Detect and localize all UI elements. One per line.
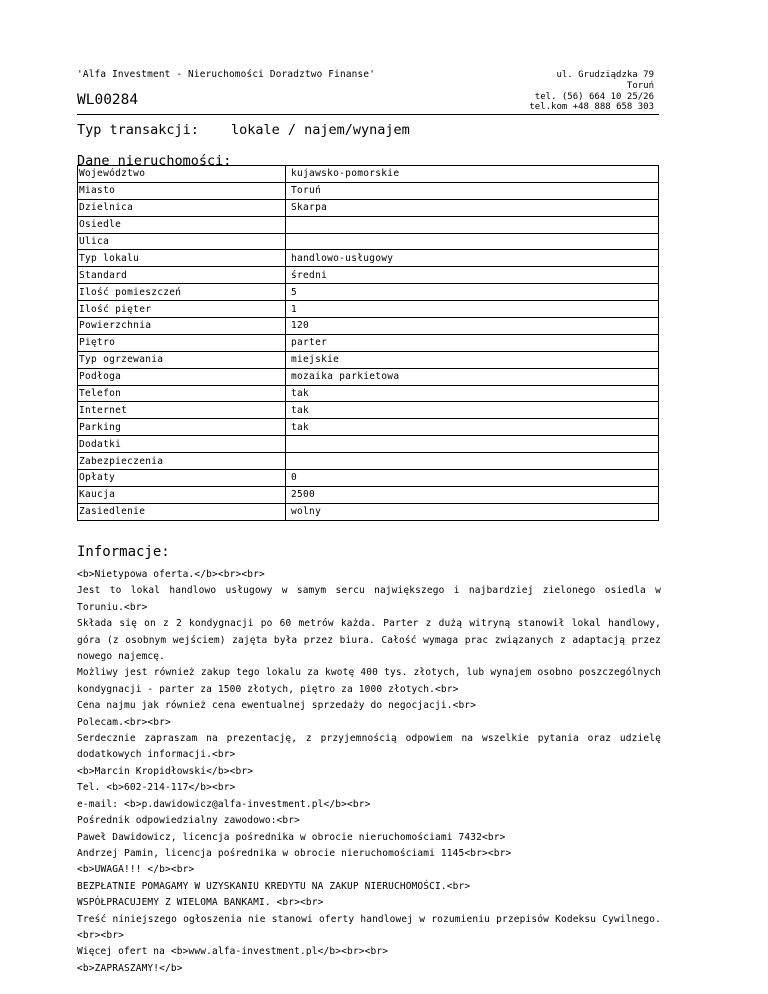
property-value — [286, 436, 659, 453]
property-value: 0 — [286, 470, 659, 487]
table-row — [78, 267, 659, 284]
table-row — [78, 250, 659, 267]
property-value — [286, 453, 659, 470]
property-label: Zabezpieczenia — [78, 453, 286, 470]
table-row — [78, 301, 659, 318]
info-paragraph: <b>Nietypowa oferta.</b><br><br> — [77, 569, 265, 580]
transaction-value: lokale / najem/wynajem — [231, 122, 410, 138]
property-value: 2500 — [286, 486, 659, 503]
info-text — [77, 567, 661, 977]
table-row — [78, 166, 659, 183]
address-street: ul. Grudziądzka 79 — [556, 70, 654, 80]
address-mobile: tel.kom +48 888 658 303 — [529, 102, 654, 113]
info-paragraph: Treść niniejszego ogłoszenia nie stanowi oferty handlowej w rozumieniu przepisów Kodeksu Cywilnego.<br><br> — [77, 913, 661, 941]
table-row — [78, 284, 659, 301]
property-value: miejskie — [286, 351, 659, 368]
property-section-title: Dane nieruchomości: — [77, 153, 232, 169]
info-paragraph: <b>ZAPRASZAMY!</b> — [77, 962, 183, 974]
header — [77, 66, 659, 115]
property-value: kujawsko-pomorskie — [286, 166, 659, 183]
property-value: średni — [286, 267, 659, 284]
company-address — [529, 70, 654, 113]
document — [77, 66, 661, 974]
property-label: Telefon — [78, 385, 286, 402]
table-row — [78, 351, 659, 368]
info-paragraph: WSPÓŁPRACUJEMY Z WIELOMA BANKAMI. <br><br> — [77, 897, 324, 909]
transaction-type — [77, 122, 410, 138]
property-label: Kaucja — [78, 486, 286, 503]
table-row — [78, 182, 659, 199]
property-value — [286, 216, 659, 233]
property-label: Ulica — [78, 233, 286, 250]
info-paragraph: BEZPŁATNIE POMAGAMY W UZYSKANIU KREDYTU NA ZAKUP NIERUCHOMOŚCI.<br> — [77, 880, 471, 892]
info-section-title: Informacje: — [77, 544, 170, 560]
property-value: 1 — [286, 301, 659, 318]
info-paragraph: Jest to lokal handlowo usługowy w samym sercu największego i najbardziej zielonego osiedla w Toruniu.<br> — [77, 585, 661, 613]
property-value — [286, 233, 659, 250]
info-paragraph: Składa się on z 2 kondygnacji po 60 metrów każda. Parter z dużą witryną stanowił lokal handlowy, góra (z osobnym wejściem) zajęta była przez biura. Całość wymaga prac związanych z adaptacją przez nowego najemcę. — [77, 618, 661, 663]
table-row — [78, 385, 659, 402]
property-value: Skarpa — [286, 199, 659, 216]
table-row — [78, 368, 659, 385]
table-row — [78, 233, 659, 250]
info-paragraph: Polecam.<br><br> — [77, 716, 171, 728]
table-row — [78, 216, 659, 233]
property-label: Opłaty — [78, 470, 286, 487]
property-label: Miasto — [78, 182, 286, 199]
info-paragraph: Serdecznie zapraszam na prezentację, z przyjemnością odpowiem na wszelkie pytania oraz udzielę dodatkowych informacji.<br> — [77, 733, 661, 761]
property-label: Typ lokalu — [78, 250, 286, 267]
property-label: Powierzchnia — [78, 318, 286, 335]
table-row — [78, 470, 659, 487]
property-label: Typ ogrzewania — [78, 351, 286, 368]
property-label: Ilość pięter — [78, 301, 286, 318]
property-label: Standard — [78, 267, 286, 284]
info-paragraph: e-mail: <b>p.dawidowicz@alfa-investment.pl</b><br> — [77, 798, 371, 810]
property-value: tak — [286, 385, 659, 402]
info-paragraph: Paweł Dawidowicz, licencja pośrednika w obrocie nieruchomościami 7432<br> — [77, 831, 506, 843]
property-label: Dodatki — [78, 436, 286, 453]
property-value: 120 — [286, 318, 659, 335]
property-label: Parking — [78, 419, 286, 436]
property-value: tak — [286, 419, 659, 436]
property-label: Piętro — [78, 334, 286, 351]
info-paragraph: Andrzej Pamin, licencja pośrednika w obrocie nieruchomościami 1145<br><br> — [77, 847, 512, 859]
address-city: Toruń — [626, 80, 654, 91]
info-paragraph: Cena najmu jak również cena ewentualnej sprzedaży do negocjacji.<br> — [77, 700, 477, 712]
info-paragraph: Pośrednik odpowiedzialny zawodowo:<br> — [77, 815, 301, 827]
company-name: 'Alfa Investment - Nieruchomości Doradztwo Finanse' — [77, 69, 376, 80]
info-paragraph: Możliwy jest również zakup tego lokalu za kwotę 400 tys. złotych, lub wynajem osobno poszczególnych kondygnacji - parter za 1500 złotych, piętro za 1000 złotych.<br> — [77, 667, 661, 695]
property-value: tak — [286, 402, 659, 419]
property-label: Dzielnica — [78, 199, 286, 216]
table-row — [78, 199, 659, 216]
info-paragraph: <b>Marcin Kropidłowski</b><br> — [77, 765, 254, 777]
property-value: handlowo-usługowy — [286, 250, 659, 267]
table-row — [78, 503, 659, 520]
property-label: Internet — [78, 402, 286, 419]
info-paragraph: <b>UWAGA!!! </b><br> — [77, 864, 195, 876]
property-table — [77, 165, 659, 521]
table-row — [78, 436, 659, 453]
table-row — [78, 318, 659, 335]
property-label: Zasiedlenie — [78, 503, 286, 520]
property-label: Podłoga — [78, 368, 286, 385]
property-label: Ilość pomieszczeń — [78, 284, 286, 301]
table-row — [78, 334, 659, 351]
property-value: Toruń — [286, 182, 659, 199]
property-value: wolny — [286, 503, 659, 520]
offer-id: WL00284 — [77, 92, 139, 108]
info-paragraph: Tel. <b>602-214-117</b><br> — [77, 782, 236, 794]
property-value: parter — [286, 334, 659, 351]
table-row — [78, 486, 659, 503]
table-row — [78, 453, 659, 470]
transaction-label: Typ transakcji: — [77, 122, 199, 138]
table-row — [78, 419, 659, 436]
info-paragraph: Więcej ofert na <b>www.alfa-investment.pl</b><br><br> — [77, 946, 389, 958]
address-phone: tel. (56) 664 10 25/26 — [534, 91, 654, 102]
property-value: 5 — [286, 284, 659, 301]
table-row — [78, 402, 659, 419]
property-label: Województwo — [78, 166, 286, 183]
property-value: mozaika parkietowa — [286, 368, 659, 385]
property-label: Osiedle — [78, 216, 286, 233]
